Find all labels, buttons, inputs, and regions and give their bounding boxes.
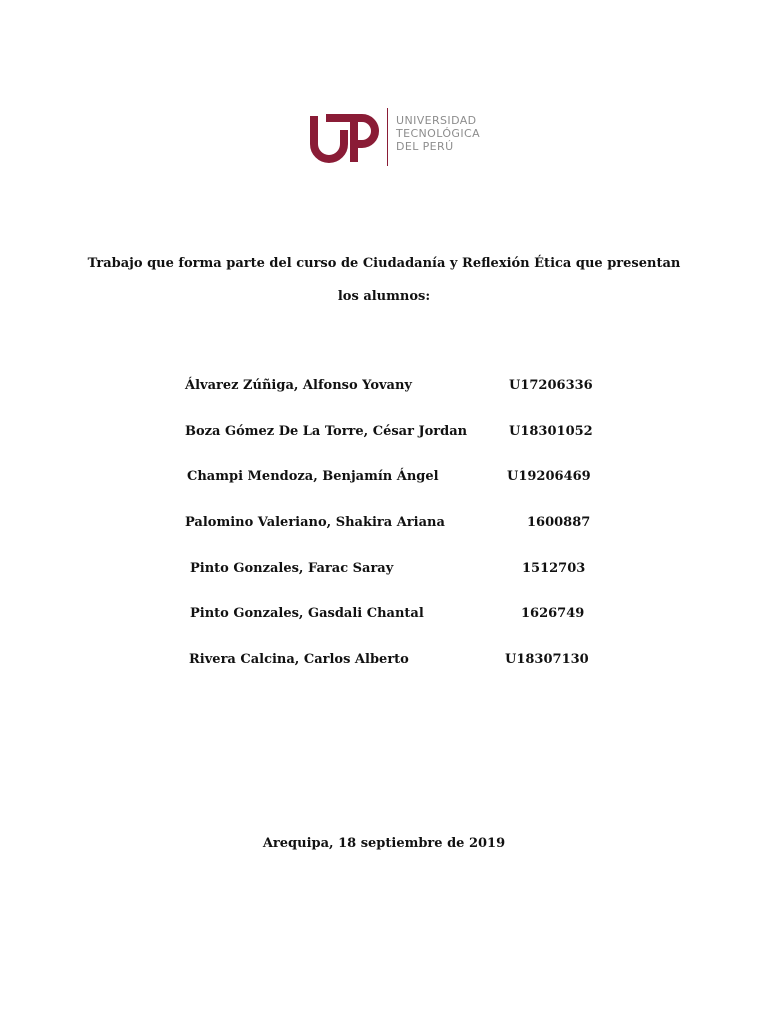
student-row [0,469,768,487]
student-code: 1512703 [522,561,586,576]
utp-logo [310,106,510,168]
logo-line-3: DEL PERÚ [396,140,454,153]
student-name: Rivera Calcina, Carlos Alberto [189,652,409,667]
student-row [0,515,768,533]
student-name: Pinto Gonzales, Gasdali Chantal [190,606,424,621]
student-name: Palomino Valeriano, Shakira Ariana [185,515,445,530]
student-row [0,652,768,670]
logo-wordmark [396,114,480,153]
utp-logo-mark-icon [310,106,380,168]
logo-divider [387,108,388,166]
student-name: Champi Mendoza, Benjamín Ángel [187,469,439,484]
student-name: Álvarez Zúñiga, Alfonso Yovany [185,378,412,393]
logo-line-1: UNIVERSIDAD [396,114,477,127]
student-row [0,424,768,442]
student-row [0,561,768,579]
student-name: Boza Gómez De La Torre, César Jordan [185,424,468,439]
student-code: U17206336 [509,378,593,393]
student-code: 1600887 [527,515,591,530]
place-and-date: Arequipa, 18 septiembre de 2019 [262,836,506,851]
student-code: U18301052 [509,424,593,439]
intro-heading-line-1: Trabajo que forma parte del curso de Ciudadanía y Reflexión Ética que presentan [87,256,681,271]
student-code: U18307130 [505,652,589,667]
logo-line-2: TECNOLÓGICA [396,127,481,140]
student-row [0,606,768,624]
intro-heading-line-2: los alumnos: [337,289,431,304]
student-name: Pinto Gonzales, Farac Saray [190,561,394,576]
student-row [0,378,768,396]
student-code: U19206469 [507,469,591,484]
student-code: 1626749 [521,606,585,621]
